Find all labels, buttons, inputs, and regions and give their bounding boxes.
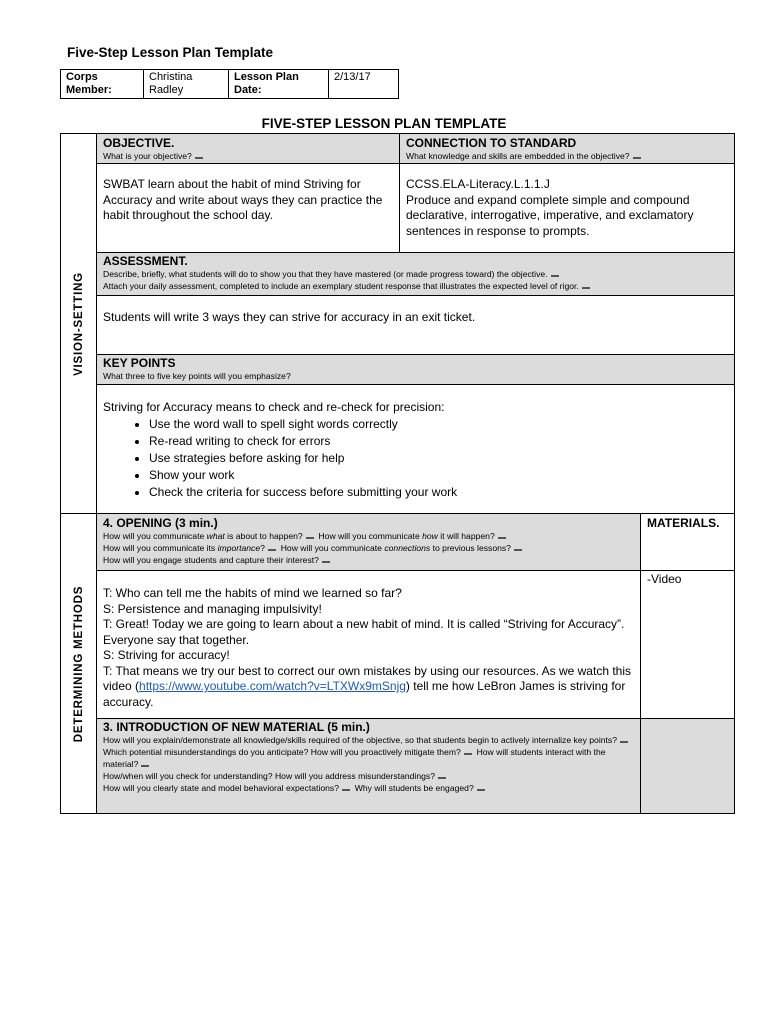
template-title: FIVE-STEP LESSON PLAN TEMPLATE [261, 116, 507, 131]
determining-methods-label: DETERMINING METHODS [72, 585, 85, 742]
bullet-marker-icon [498, 534, 506, 539]
assessment-header [96, 252, 735, 296]
list-item: • Show your work [149, 467, 728, 484]
standard-code: CCSS.ELA-Literacy.L.1.1.J [406, 177, 550, 191]
standard-text: Produce and expand complete simple and compound declarative, interrogative, imperative, and exclamatory sentences in response to prompts. [406, 192, 694, 238]
bullet-marker-icon [582, 284, 590, 289]
info-table [60, 69, 399, 99]
list-item: • Check the criteria for success before submitting your work [149, 484, 728, 501]
key-points-heading: KEY POINTS [103, 356, 176, 370]
assessment-heading: ASSESSMENT. [103, 254, 188, 268]
bullet-marker-icon [477, 786, 485, 791]
lesson-date-value: 2/13/17 [329, 70, 399, 99]
key-points-body [96, 384, 735, 514]
standard-heading: CONNECTION TO STANDARD [406, 136, 577, 150]
assessment-body [96, 295, 735, 355]
corps-member-label: Corps Member: [61, 70, 144, 99]
key-points-list [103, 416, 728, 501]
script-line: T: Who can tell me the habits of mind we learned so far? [103, 586, 402, 600]
list-item: • Use strategies before asking for help [149, 450, 728, 467]
assessment-prompt-2: Attach your daily assessment, completed to include an exemplary student response that illustrates the expected level of rigor. [103, 281, 579, 291]
opening-heading: 4. OPENING (3 min.) [103, 516, 218, 530]
opening-body [96, 570, 641, 719]
objective-heading: OBJECTIVE. [103, 136, 175, 150]
objective-text: SWBAT learn about the habit of mind Striving for Accuracy and write about ways they can practice the habit throughout the school day. [103, 177, 383, 222]
bullet-marker-icon [306, 534, 314, 539]
bullet-marker-icon [342, 786, 350, 791]
bullet-marker-icon [322, 558, 330, 563]
materials-header [640, 513, 735, 571]
lesson-date-label: Lesson Plan Date: [229, 70, 329, 99]
standard-body [399, 163, 735, 253]
assessment-text: Students will write 3 ways they can strive for accuracy in an exit ticket. [103, 310, 476, 324]
key-points-prompt: What three to five key points will you emphasize? [103, 371, 291, 381]
document-title: Five-Step Lesson Plan Template [67, 45, 274, 60]
objective-header [96, 133, 400, 164]
key-points-header [96, 354, 735, 385]
standard-prompt: What knowledge and skills are embedded in the objective? [406, 151, 630, 161]
assessment-prompt-1: Describe, briefly, what students will do to show you that they have mastered (or made progress toward) the objective. [103, 269, 548, 279]
bullet-marker-icon [195, 154, 203, 159]
bullet-marker-icon [514, 546, 522, 551]
new-material-heading: 3. INTRODUCTION OF NEW MATERIAL (5 min.) [103, 720, 370, 734]
bullet-marker-icon [268, 546, 276, 551]
standard-header [399, 133, 735, 164]
key-points-intro: Striving for Accuracy means to check and re-check for precision: [103, 400, 445, 414]
script-line: T: Great! Today we are going to learn about a new habit of mind. It is called “Striving for Accuracy”. Everyone say that together. [103, 617, 625, 647]
objective-body [96, 163, 400, 253]
bullet-marker-icon [551, 272, 559, 277]
list-item: • Use the word wall to spell sight words correctly [149, 416, 728, 433]
script-line: T: That means we try our best to correct our own mistakes by using our resources. As we watch this video (https://www.youtube.com/watch?v=LTXWx9mSnjg) tell me how LeBron James is striving for accuracy. [103, 663, 631, 709]
side-label-methods [60, 513, 97, 814]
opening-header: 4. OPENING (3 min.) How will you communicate what is about to happen? How will you communicate how it will happen? How will you communicate its importance? How will you communicate connections to previous lessons? How will you engage students and capture their interest? [96, 513, 641, 571]
bullet-marker-icon [141, 762, 149, 767]
video-link[interactable]: https://www.youtube.com/watch?v=LTXWx9mSnjg [139, 679, 406, 693]
bullet-marker-icon [633, 154, 641, 159]
materials-heading: MATERIALS. [647, 516, 720, 530]
materials-item: -Video [647, 572, 682, 586]
script-line: S: Striving for accuracy! [103, 648, 230, 662]
new-material-materials-cell [640, 718, 735, 814]
bullet-marker-icon [620, 738, 628, 743]
bullet-marker-icon [464, 750, 472, 755]
list-item: • Re-read writing to check for errors [149, 433, 728, 450]
corps-member-value: Christina Radley [144, 70, 229, 99]
materials-body [640, 570, 735, 719]
bullet-marker-icon [438, 774, 446, 779]
new-material-header: 3. INTRODUCTION OF NEW MATERIAL (5 min.) How will you explain/demonstrate all knowledge/skills required of the objective, so that students begin to actively internalize key points? Which potential misunderstandings do you anticipate? How will you proactively mitigate them? How will students interact with the material? How/when will you check for understanding? How will you address misunderstandings? How will you clearly state and model behavioral expectations? Why will students be engaged? [96, 718, 641, 814]
vision-setting-label: VISION-SETTING [72, 271, 85, 376]
objective-prompt: What is your objective? [103, 151, 192, 161]
script-line: S: Persistence and managing impulsivity! [103, 601, 322, 616]
side-label-vision [60, 133, 97, 514]
